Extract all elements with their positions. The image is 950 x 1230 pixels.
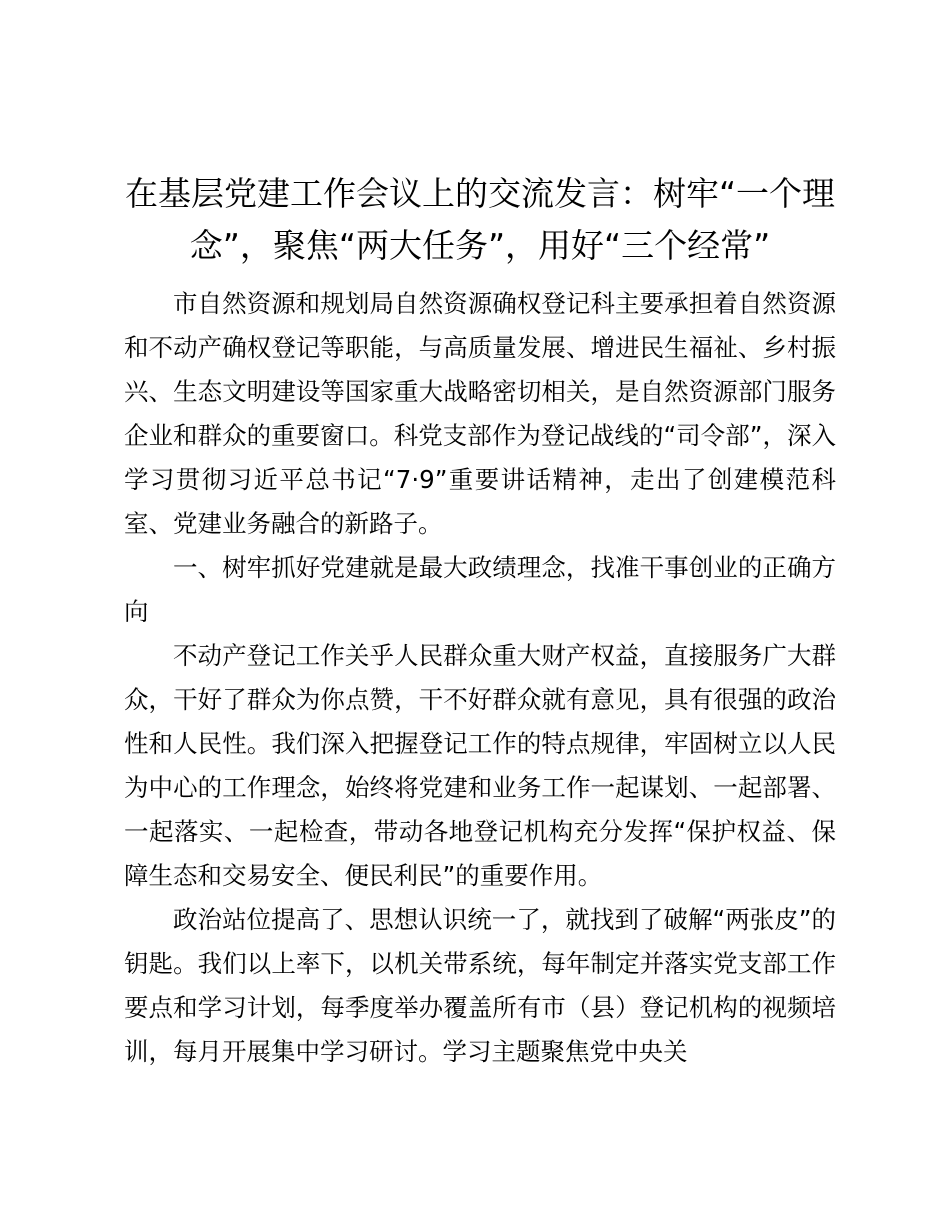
- section-heading-1: 一、树牢抓好党建就是最大政绩理念，找准干事创业的正确方向: [124, 553, 836, 626]
- document-title: 在基层党建工作会议上的交流发言：树牢“一个理念”，聚焦“两大任务”，用好“三个经常”: [124, 174, 836, 265]
- paragraph-political-stance: 政治站位提高了、思想认识统一了，就找到了破解“两张皮”的钥匙。我们以上率下，以机关带系统，每年制定并落实党支部工作要点和学习计划，每季度举办覆盖所有市（县）登记机构的视频培训，每月开展集中学习研讨。学习主题聚焦党中央关: [124, 905, 836, 1066]
- paragraph-intro: 市自然资源和规划局自然资源确权登记科主要承担着自然资源和不动产确权登记等职能，与高质量发展、增进民生福祉、乡村振兴、生态文明建设等国家重大战略密切相关，是自然资源部门服务企业和群众的重要窗口。科党支部作为登记战线的“司令部”，深入学习贯彻习近平总书记“7·9”重要讲话精神，走出了创建模范科室、党建业务融合的新路子。: [124, 289, 836, 538]
- document-body: [124, 282, 836, 1074]
- paragraph-registration-work: 不动产登记工作关乎人民群众重大财产权益，直接服务广大群众，干好了群众为你点赞，干不好群众就有意见，具有很强的政治性和人民性。我们深入把握登记工作的特点规律，牢固树立以人民为中心的工作理念，始终将党建和业务工作一起谋划、一起部署、一起落实、一起检查，带动各地登记机构充分发挥“保护权益、保障生态和交易安全、便民利民”的重要作用。: [124, 641, 836, 890]
